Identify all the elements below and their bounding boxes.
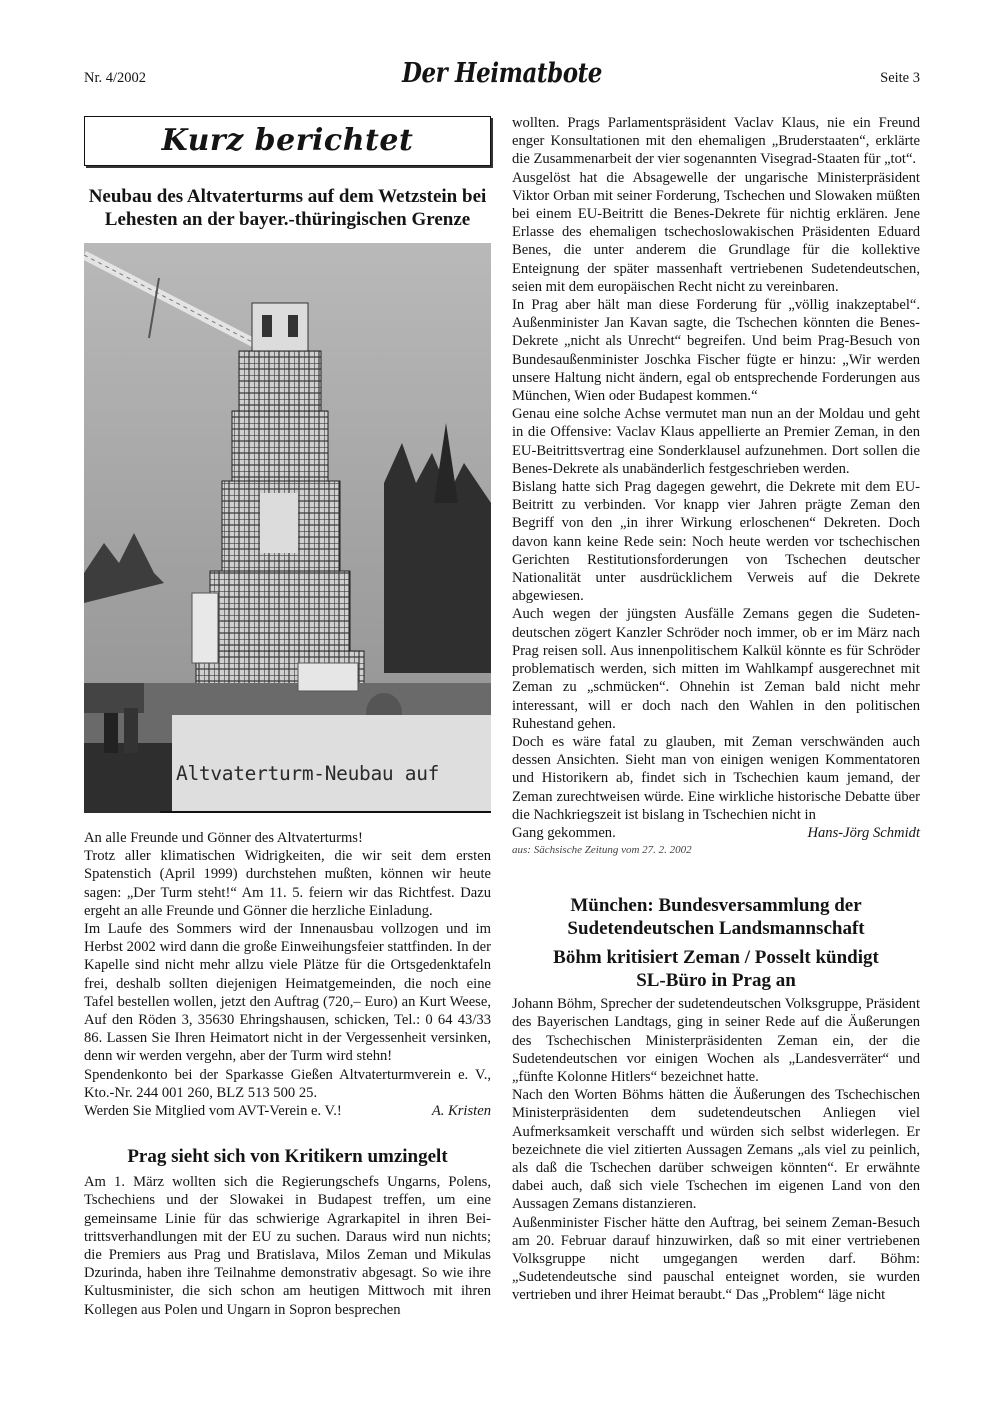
- subheadline-boehm: [512, 946, 920, 992]
- headline-line: München: Bundesversammlung der: [570, 895, 862, 917]
- left-column: [84, 116, 491, 1319]
- headline-line: SL-Büro in Prag an: [636, 970, 796, 992]
- closing-text: Gang gekommen.: [512, 824, 616, 841]
- paragraph: wollten. Prags Parlamentspräsident Vaclav Klaus, nie ein Freund enger Konsultationen mit den ehemaligen „Bruderstaaten“, erklärte die Zusammenarbeit der vier sogenannten Visegrad-Staaten für „tot“.: [512, 115, 920, 168]
- photo-altvaterturm: [84, 243, 491, 813]
- issue-number: Nr. 4/2002: [84, 70, 147, 86]
- paragraph: Auch wegen der jüngsten Ausfälle Zemans gegen die Sudetendeutschen zögert Kanzler Schröder noch immer, ob er im März nach Prag reisen soll. Aus innenpolitischem Kalkül könnte es für Schröder problematisch werden, sich mitten im Wahlkampf ausgerechnet mit Zeman zu „schmücken“. Ohnehin ist Zeman bald nicht mehr interessant, will er doch nach den Wahlen in den politischen Ruhestand gehen.: [512, 606, 920, 732]
- paragraph: Ausgelöst hat die Absagewelle der ungarische Ministerpräsident Viktor Orban mit seiner Forderung, Tschechen und Slowaken müßten bei einem EU-Beitritt die Benes-Dekrete für nichtig erklären. Jene Erlasse des ehemaligen tschechoslowakischen Präsidenten Eduard Benes, die unter anderem die Grundlage für die kollektive Enteignung der später massenhaft vertriebenen Sudetendeutschen, seien mit dem europäischen Recht nicht zu vereinbaren.: [512, 169, 920, 295]
- closing-line-neubau: [84, 1102, 491, 1120]
- paragraph: Doch es wäre fatal zu glauben, mit Zeman verschwänden auch dessen Ansichten. Sieht man von einigen wenigen Kommentatoren und Historikern ab, findet sich in Tschechien kaum jemand, der Zeman zurechtweisen würde. Eine wirkliche historische Debatte über die Nachkriegszeit ist bislang in Tschechien nicht in: [512, 733, 920, 823]
- headline-line: Böhm kritisiert Zeman / Posselt kündigt: [553, 947, 879, 969]
- paragraph: In Prag aber hält man diese Forderung für „völlig inakzeptabel“. Außenminister Jan Kavan sagte, die Tschechen könnten die Benes-Dekrete „nicht als Unrecht“ begreifen. Und beim Prag-Besuch von Bundesaußenminister Joschka Fischer fügte er hinzu: „Wir werden unsere Haltung nicht ändern, egal ob entsprechende Forderungen aus München, Wien oder Budapest kommen.“: [512, 297, 920, 405]
- closing-line-prag: [512, 824, 920, 842]
- paragraph: Nach den Worten Böhms hätten die Äußerungen des Tschechischen Ministerpräsidenten dem sudetendeutschen Anliegen viel Aufmerksamkeit verschafft und würden sich selbst widerlegen. Er bezeichnete die viel zitierten Aussagen Zemans „als viel zu peinlich, als daß die Tschechen darüber schweigen könnten“. Er erwähnte dabei auch, daß sich viele Tschechen im eigenen Land von den Aussagen Zemans distanzieren.: [512, 1087, 920, 1213]
- paragraph: Bislang hatte sich Prag dagegen gewehrt, die Dekrete mit dem EU-Beitritt zu verbinden. Vor knapp vier Jahren prägte Zeman den Begriff von den „in ihrer Wirkung erloschenen“ Dekreten. Doch davon kann keine Rede sein: Noch heute werden vor tschechischen Gerichten Restitutionsforderungen von Tschechen deutscher Nationalität unter ausdrücklichem Verweis auf die Dekrete abgewiesen.: [512, 479, 920, 605]
- paragraph: Am 1. März wollten sich die Regierungschefs Ungarns, Polens, Tschechiens und der Slowakei in Budapest treffen, um eine gemeinsame Linie für das schwierige Agrarkapitel in ihren Beitrittsverhandlungen mit der EU zu suchen. Daraus wird nun nichts; die Premiers aus Prag und Bratislava, Milos Zeman und Mikulas Dzurinda, haben ihre Teilnahme demonstrativ abgesagt. So wie ihre Kultusminister, die sich schon am heutigen Mittwoch mit ihren Kollegen aus Polen und Ungarn in Sopron besprechen: [84, 1174, 491, 1318]
- headline-neubau: Neubau des Altvaterturms auf dem Wetzstein bei Lehesten an der bayer.-thüringischen Grenze: [88, 186, 487, 230]
- page-header: [84, 58, 920, 98]
- headline-muenchen: [512, 894, 920, 940]
- right-column: [512, 114, 920, 1305]
- paragraph: Im Laufe des Sommers wird der Innenausbau vollzogen und im Herbst 2002 wird dann die große Einweihungsfeier stattfinden. In der Kapelle sind nicht mehr allzu viele Plätze für die Ortsgedenktafeln frei, deshalb sollten diejenigen Heimatgemeinden, die noch eine Tafel bestellen wollen, jetzt den Auftrag (720,– Euro) an Kurt Weese, Auf den Röden 3, 35630 Ehringshausen, schicken, Tel.: 0 64 43/33 86. Lassen Sie Ihren Heimatort nicht in der Vergessenheit versinken, denn wir werden vergehn, aber der Turm wird stehn!: [84, 921, 491, 1065]
- headline-prag: Prag sieht sich von Kritikern umzingelt: [127, 1146, 448, 1168]
- article-neubau-body: [84, 829, 491, 1120]
- photo-caption: [176, 719, 486, 813]
- paragraph: Trotz aller klimatischen Widrigkeiten, die wir seit dem ersten Spatenstich (April 1999) durchstehen mußten, können wir heute sagen: „Der Turm steht!“ Am 11. 5. feiern wir das Richtfest. Dazu ergeht an alle Freunde und Gönner die herzliche Einladung.: [84, 848, 491, 919]
- photo-caption-line: Altvaterturm-Neubau auf: [176, 762, 440, 785]
- paragraph: An alle Freunde und Gönner des Altvaterturms!: [84, 830, 363, 846]
- paragraph: Außenminister Fischer hätte den Auftrag, bei seinem Zeman-Besuch am 20. Februar darauf hinzuwirken, daß so mit einer vertriebenen Volksgruppe nicht umgegangen werden darf. Böhm: „Sudetendeutsche sind pauschal enteignet worden, sie wurden vertrieben und ihrer Heimat beraubt.“ Das „Problem“ läge nicht: [512, 1214, 920, 1304]
- section-box-kurz-berichtet: Kurz berichtet: [84, 116, 491, 166]
- page-number: Seite 3: [880, 70, 920, 86]
- source-note: aus: Sächsische Zeitung vom 27. 2. 2002: [512, 844, 692, 857]
- masthead-logo: Der Heimatbote: [402, 58, 602, 89]
- closing-text: Werden Sie Mitglied vom AVT-Verein e. V.!: [84, 1103, 342, 1120]
- paragraph: Johann Böhm, Sprecher der sudetendeutschen Volksgruppe, Präsident des Bayerischen Landtags, ging in seiner Rede auf die Äußerungen des Tschechischen Ministerpräsidenten Zeman ein, der die Sudetendeutschen vor einigen Wochen als „Landesverräter“ und „fünfte Kolonne Hitlers“ bezeichnet hatte.: [512, 996, 920, 1085]
- author-signature: A. Kristen: [431, 1103, 491, 1120]
- paragraph: Spendenkonto bei der Sparkasse Gießen Altvaterturmverein e. V., Kto.-Nr. 244 001 260, BLZ 513 500 25.: [84, 1066, 491, 1101]
- author-signature: Hans-Jörg Schmidt: [807, 824, 920, 841]
- paragraph: Genau eine solche Achse vermutet man nun an der Moldau und geht in die Offensive: Vaclav Klaus appellierte an Premier Zeman, in den EU-Beitrittsvertrag eine Sonderklausel aufzunehmen. Dort sollen die Benes-Dekrete als unabänderlich festgeschrieben werden.: [512, 406, 920, 477]
- headline-line: Sudetendeutschen Landsmannschaft: [567, 918, 865, 940]
